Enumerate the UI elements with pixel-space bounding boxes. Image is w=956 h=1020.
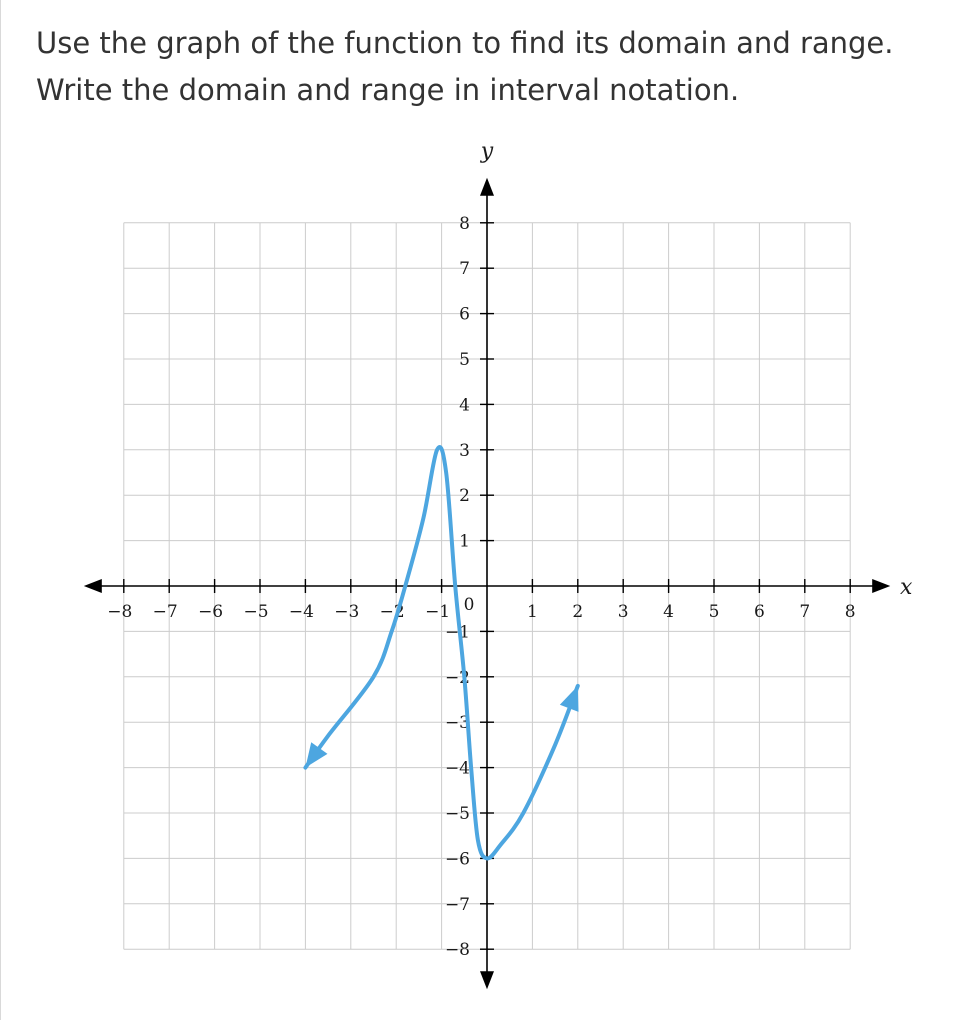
x-tick-label: 6 [753,602,765,622]
y-tick-label: 5 [459,350,470,370]
axes [84,139,913,989]
x-tick-label: −2 [379,602,405,622]
x-tick-label: 1 [526,602,538,622]
y-tick-label: 7 [459,259,470,280]
origin-label: 0 [463,595,475,615]
x-tick-label: 4 [663,602,675,622]
prompt-line-1: Use the graph of the function to find its domain and range. [36,26,894,60]
x-tick-label: −8 [107,602,133,622]
y-tick-label: −2 [444,667,470,688]
y-tick-label: 1 [459,531,470,552]
y-tick-label: −6 [444,849,470,870]
x-axis-label: x [899,575,913,600]
curve-start-arrow [305,742,327,767]
x-tick-label: 8 [844,602,856,622]
x-tick-label: −3 [334,602,360,622]
y-tick-label: −1 [444,622,470,643]
x-tick-label: −5 [243,602,269,622]
y-tick-label: −8 [444,940,470,961]
x-tick-label: −4 [288,602,314,622]
x-tick-label: 5 [708,602,720,622]
y-axis-up-arrow [480,178,494,196]
y-tick-label: 8 [459,213,470,234]
x-tick-label: 7 [799,602,811,622]
y-axis-down-arrow [480,971,494,989]
y-tick-label: −3 [444,713,470,734]
y-tick-label: −7 [444,894,470,915]
prompt-line-2: Write the domain and range in interval notation. [36,73,740,107]
x-axis-right-arrow [872,579,890,593]
y-tick-label: −4 [444,758,470,779]
y-tick-label: 2 [459,486,470,507]
x-tick-label: −7 [152,602,178,622]
y-axis-label: y [480,138,494,164]
curve-end-arrow [560,686,579,712]
y-tick-label: 6 [459,304,470,325]
x-tick-label: 3 [617,602,629,622]
y-tick-label: 3 [459,440,470,461]
y-tick-label: 4 [459,395,470,416]
x-axis-left-arrow [84,579,102,593]
y-tick-label: −5 [444,804,470,824]
x-tick-label: −6 [198,602,224,622]
x-tick-label: −1 [425,602,451,622]
x-tick-label: 2 [572,602,584,622]
